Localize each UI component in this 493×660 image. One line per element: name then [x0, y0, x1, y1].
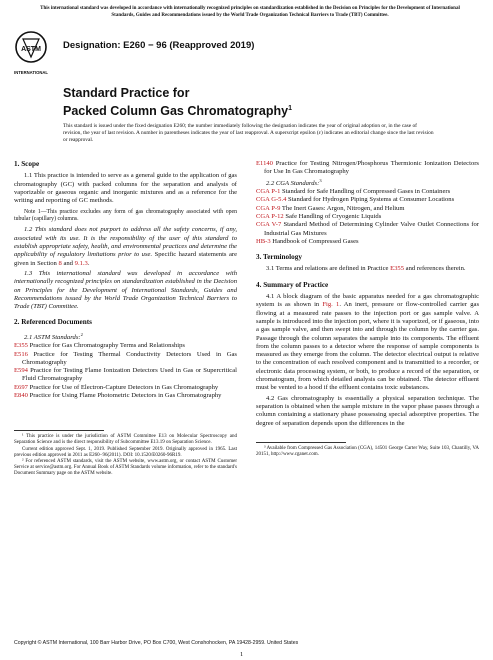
footnote-1: ¹ This practice is under the jurisdiction of ASTM Committee E13 on Molecular Spectroscopy and Separation Science and is the direct responsibility of Subcommittee E13.19 on Separation Science. [14, 434, 237, 446]
reference-code-link[interactable]: CGA G-5.4 [256, 196, 287, 204]
reference-title: The Inert Gases: Argon, Nitrogen, and Helium [280, 204, 405, 212]
reference-code-link[interactable]: CGA V-7 [256, 221, 282, 229]
terminology-heading: 3. Terminology [256, 253, 302, 262]
section-1-3: 1.3 This international standard was developed in accordance with internationally recognized principles on standardization established in the Decision on Principles for the Development of International Standards, Guides and Recommendations issued by the World Trade Organization Technical Barriers to Trade (TBT) Committee. [14, 269, 237, 311]
reference-title: Practice for Testing Nitrogen/Phosphorus Thermionic Ionization Detectors for Use In Gas Chromatography [264, 160, 479, 176]
reference-item [14, 392, 237, 400]
note-1: Note 1—This practice excludes any form of gas chromatography associated with open tubular (capillary) columns. [14, 209, 237, 223]
reference-title: Practice for Testing Thermal Conductivity Detectors Used in Gas Chromatography [22, 350, 237, 366]
reference-title: Safe Handling of Cryogenic Liquids [283, 212, 382, 220]
astm-reference-list-continued [256, 160, 479, 177]
tbt-notice: This international standard was developed in accordance with internationally recognized principles on standardization established in the Decision on Principles for the Development of International Standards, Guides and Recommendations issued by the World Trade Organization Technical Barriers to Trade (TBT) Committee. [40, 6, 460, 18]
section-2-1: 2.1 ASTM Standards:$^2$ [24, 331, 83, 341]
reference-code-link[interactable]: HB-3 [256, 237, 271, 245]
footnote-1-edition: Current edition approved Sept. 1, 2019. Published September 2019. Originally approved in 1965. Last previous edition approved in 2011 as E260−96(2011). DOI: 10.1520/E0260-96R19. [14, 446, 237, 458]
section-1-1: 1.1 This practice is intended to serve as a general guide to the application of gas chromatography (GC) with packed columns for the separation and analysis of vaporizable or gaseous organic and inorganic mixtures and as a reference for the writing and reporting of GC methods. [14, 172, 237, 205]
reference-title: Practice for Use of Electron-Capture Detectors in Gas Chromatography [27, 383, 219, 391]
summary-heading: 4. Summary of Practice [256, 280, 329, 289]
reference-item [256, 188, 479, 196]
issue-statement: This standard is issued under the fixed designation E260; the number immediately following the designation indicates the year of original adoption or, in the case of revision, the year of last revision. A number in parentheses indicates the year of last reapproval. A superscript epsilon (ε) indicates an editorial change since the last revision or reapproval. [63, 123, 434, 143]
title-line-1: Standard Practice for [63, 86, 190, 100]
reference-item [256, 160, 479, 177]
reference-title: Handbook of Compressed Gases [270, 237, 359, 245]
reference-code-link[interactable]: E594 [14, 367, 28, 375]
designation: Designation: E260 − 96 (Reapproved 2019) [63, 40, 255, 51]
link-section-8[interactable]: 8 [58, 259, 62, 267]
reference-title: Practice for Testing Flame Ionization Detectors Used in Gas or Supercritical Fluid Chromatography [22, 367, 237, 383]
reference-code-link[interactable]: CGA P-1 [256, 188, 281, 196]
svg-text:INTERNATIONAL: INTERNATIONAL [14, 70, 48, 75]
left-column [14, 160, 237, 477]
referenced-docs-heading: 2. Referenced Documents [14, 318, 92, 327]
title-line-2: Packed Column Gas Chromatography$^1$ [63, 104, 292, 119]
right-column [256, 160, 479, 458]
footnote-3: ³ Available from Compressed Gas Association (CGA), 14501 George Carter Way, Suite 103, Chantilly, VA 20151, http://www.cganet.com. [256, 445, 479, 457]
reference-code-link[interactable]: E516 [14, 350, 28, 358]
copyright-footer: Copyright © ASTM International, 100 Barr Harbor Drive, PO Box C700, West Conshohocken, PA 19428-2959. United States [14, 640, 299, 646]
scope-heading: 1. Scope [14, 160, 40, 168]
section-4-2: 4.2 Gas chromatography is essentially a physical separation technique. The separation is obtained when the sample mixture in the vapor phase passes through a column containing a stationary phase possessing special adsorptive properties. The degree of separation depends upon the differences in the [256, 394, 479, 427]
section-1-2: 1.2 This standard does not purport to address all the safety concerns, if any, associated with its use. It is the responsibility of the user of this standard to establish appropriate safety, health, and environmental practices and determine the applicability of regulatory limitations prior to use. Specific hazard statements are given in Section 8 and 9.1.3. [14, 226, 237, 267]
reference-code-link[interactable]: E697 [14, 383, 28, 391]
footnote-rule-right [256, 442, 346, 443]
reference-item [256, 196, 479, 204]
reference-item [14, 351, 237, 368]
link-e355[interactable]: E355 [390, 265, 405, 273]
reference-title: Standard for Safe Handling of Compressed Gases in Containers [280, 188, 451, 196]
reference-code-link[interactable]: E840 [14, 392, 28, 400]
reference-item [14, 342, 237, 350]
footnote-2-ref[interactable]: 2 [80, 331, 83, 337]
reference-item [256, 238, 479, 246]
reference-item [256, 221, 479, 238]
footnote-2: ² For referenced ASTM standards, visit the ASTM website, www.astm.org, or contact ASTM Customer Service at service@astm.org. For Annual Book of ASTM Standards volume information, refer to the standard's Document Summary page on the ASTM website. [14, 458, 237, 476]
section-3-1: 3.1 Terms and relations are defined in Practice E355 and references therein. [266, 265, 466, 273]
reference-code-link[interactable]: CGA P-12 [256, 212, 284, 220]
footnote-rule [14, 430, 104, 431]
cga-reference-list [256, 188, 479, 246]
page-number: 1 [240, 651, 244, 658]
reference-title: Practice for Gas Chromatography Terms and Relationships [27, 342, 186, 350]
reference-title: Standard Method of Determining Cylinder Valve Outlet Connections for Industrial Gas Mixtures [264, 221, 479, 237]
section-2-2: 2.2 CGA Standards:$^3$ [266, 177, 322, 187]
link-section-9-1-3[interactable]: 9.1.3 [74, 259, 88, 267]
reference-code-link[interactable]: E355 [14, 342, 28, 350]
reference-item [14, 384, 237, 392]
title-footnote-ref[interactable]: 1 [288, 105, 292, 112]
astm-logo [14, 30, 48, 84]
reference-item [14, 367, 237, 384]
reference-title: Practice for Using Flame Photometric Detectors in Gas Chromatography [27, 392, 222, 400]
document-title [63, 86, 292, 119]
reference-code-link[interactable]: E1140 [256, 160, 273, 167]
svg-text:ASTM: ASTM [21, 46, 41, 53]
reference-item [256, 205, 479, 213]
reference-item [256, 213, 479, 221]
section-4-1: 4.1 A block diagram of the basic apparatus needed for a gas chromatographic system is as shown in Fig. 1. An inert, pressure or flow-controlled carrier gas flowing at a measured rate passes to the injection port or gas sample valve. A sample is introduced into the injection port, where it is vaporized, or if gaseous, into a gas sample valve, and then swept into and through the column by the carrier gas. Passage through the column separates the sample into its components. The effluent from the column passes to a detector where the response of sample components is measured as they emerge from the column. The detector electrical output is relative to the concentration of each resolved component and is transmitted to a recorder, or electronic data processing system, or both, to produce a record of the separation, or chromatogram, from which detailed analysis can be obtained. The detector effluent must be vented to a hood if the effluent contains toxic substances. [256, 293, 480, 392]
reference-title: Standard for Hydrogen Piping Systems at Consumer Locations [286, 196, 455, 204]
reference-code-link[interactable]: CGA P-9 [256, 204, 281, 212]
footnote-3-ref[interactable]: 3 [319, 177, 322, 183]
astm-reference-list [14, 342, 237, 400]
link-fig-1[interactable]: Fig. 1 [322, 301, 340, 309]
